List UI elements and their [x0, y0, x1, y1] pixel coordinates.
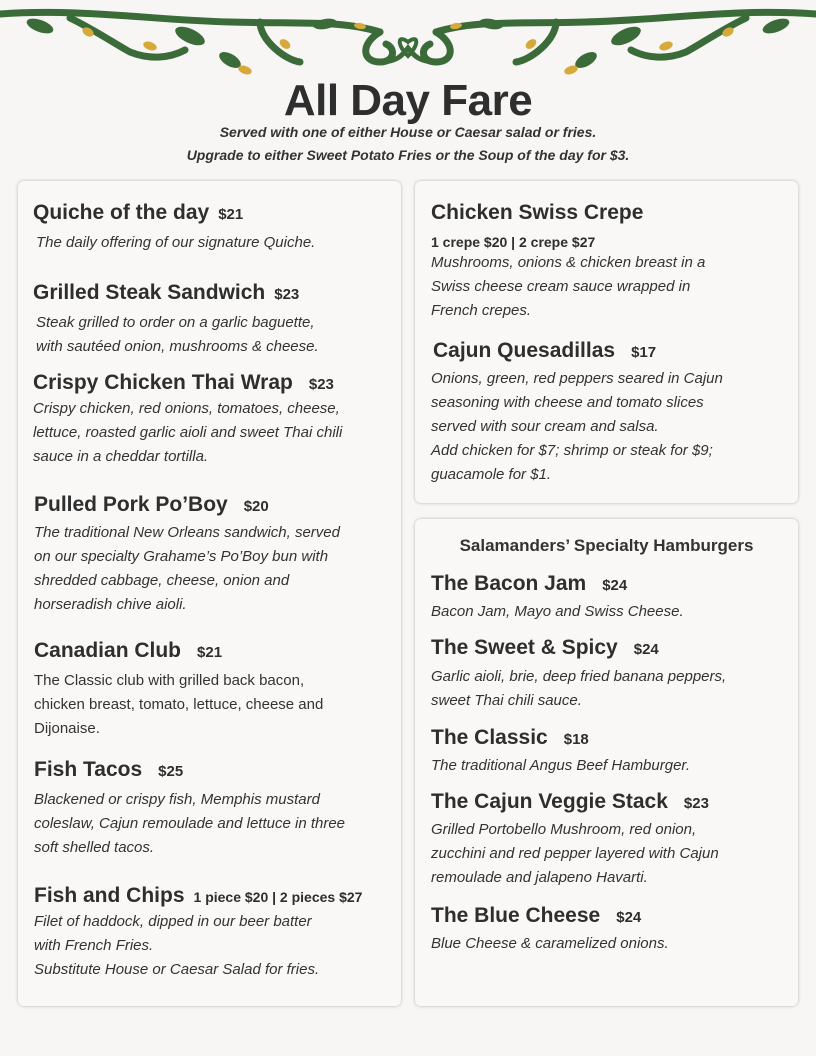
item-name: Quiche of the day	[33, 201, 210, 224]
menu-item-crispy-chicken-thai-wrap	[33, 371, 342, 469]
item-name: The Bacon Jam	[431, 572, 587, 595]
item-price: $23	[274, 286, 300, 303]
item-price-options: 1 crepe $20 | 2 crepe $27	[431, 234, 596, 250]
item-name: Fish and Chips	[34, 884, 185, 907]
item-name: The Sweet & Spicy	[431, 636, 618, 659]
vine-border-decoration	[0, 0, 816, 80]
menu-card-left	[18, 181, 401, 1006]
item-name: Pulled Pork Po’Boy	[34, 493, 228, 516]
subtitle-line-2: Upgrade to either Sweet Potato Fries or the Soup of the day for $3.	[186, 147, 630, 163]
menu-item-fish-and-chips	[34, 884, 362, 982]
item-description: The daily offering of our signature Quiche.	[36, 234, 316, 251]
item-description: The Classic club with grilled back bacon, chicken breast, tomato, lettuce, cheese and Dijonaise.	[34, 672, 324, 737]
item-name: Crispy Chicken Thai Wrap	[33, 371, 293, 394]
menu-item-grilled-steak-sandwich	[33, 281, 319, 359]
menu-card-burgers	[415, 519, 798, 1006]
item-price: $21	[197, 644, 223, 661]
item-name: Chicken Swiss Crepe	[431, 201, 644, 224]
section-title: Salamanders’ Specialty Hamburgers	[459, 536, 754, 555]
item-price: 1 piece $20 | 2 pieces $27	[193, 889, 363, 905]
item-name: The Cajun Veggie Stack	[431, 790, 668, 813]
item-name: The Classic	[431, 726, 548, 749]
menu-item-bacon-jam	[431, 572, 684, 624]
menu-item-fish-tacos	[34, 758, 345, 860]
item-price: $24	[633, 641, 659, 658]
item-price: $17	[631, 344, 657, 361]
item-description: Onions, green, red peppers seared in Cajun seasoning with cheese and tomato slices served with sour cream and salsa. Add chicken for $7; shrimp or steak for $9; guacamole for $1.	[431, 370, 723, 483]
menu-card-right-top	[415, 181, 798, 503]
item-description: Blackened or crispy fish, Memphis mustard coleslaw, Cajun remoulade and lettuce in three soft shelled tacos.	[34, 791, 346, 856]
menu-item-cajun-veggie-stack	[431, 790, 719, 890]
item-description: Filet of haddock, dipped in our beer batter with French Fries. Substitute House or Caesar Salad for fries.	[34, 913, 320, 978]
item-description: Blue Cheese & caramelized onions.	[431, 935, 669, 952]
item-name: The Blue Cheese	[431, 904, 601, 927]
item-name: Grilled Steak Sandwich	[33, 281, 266, 304]
item-description: Steak grilled to order on a garlic baguette, with sautéed onion, mushrooms & cheese.	[36, 314, 319, 355]
item-name: Cajun Quesadillas	[433, 339, 616, 362]
item-description: The traditional Angus Beef Hamburger.	[431, 757, 691, 774]
menu-item-quiche	[33, 201, 315, 255]
menu-item-canadian-club	[34, 639, 323, 741]
item-description: Grilled Portobello Mushroom, red onion, zucchini and red pepper layered with Cajun remoulade and jalapeno Havarti.	[431, 821, 719, 886]
item-name: Canadian Club	[34, 639, 182, 662]
item-price: $25	[158, 763, 184, 780]
item-price: $24	[616, 909, 642, 926]
item-name: Fish Tacos	[34, 758, 143, 781]
item-price: $20	[243, 498, 269, 515]
item-price: $24	[602, 577, 628, 594]
menu-item-cajun-quesadillas	[433, 339, 723, 487]
item-description: The traditional New Orleans sandwich, served on our specialty Grahame’s Po’Boy bun with shredded cabbage, cheese, onion and horseradish chive aioli.	[34, 524, 340, 613]
subtitle-line-1: Served with one of either House or Caesar salad or fries.	[219, 124, 597, 140]
item-price: $23	[683, 795, 709, 812]
item-price: $21	[218, 206, 244, 223]
page-title: All Day Fare	[283, 76, 533, 125]
item-description: Garlic aioli, brie, deep fried banana peppers, sweet Thai chili sauce.	[431, 668, 727, 709]
menu-item-the-classic	[431, 726, 690, 778]
item-description: Mushrooms, onions & chicken breast in a Swiss cheese cream sauce wrapped in French crepes.	[431, 254, 706, 319]
menu-item-chicken-swiss-crepe	[431, 201, 705, 323]
menu-item-pulled-pork-poboy	[34, 493, 340, 617]
item-description: Bacon Jam, Mayo and Swiss Cheese.	[431, 603, 684, 620]
menu-item-blue-cheese	[431, 904, 669, 956]
item-price: $18	[563, 731, 589, 748]
item-price: $23	[308, 376, 334, 393]
menu-item-sweet-and-spicy	[431, 636, 726, 713]
item-description: Crispy chicken, red onions, tomatoes, cheese, lettuce, roasted garlic aioli and sweet Thai chili sauce in a cheddar tortilla.	[33, 400, 343, 465]
